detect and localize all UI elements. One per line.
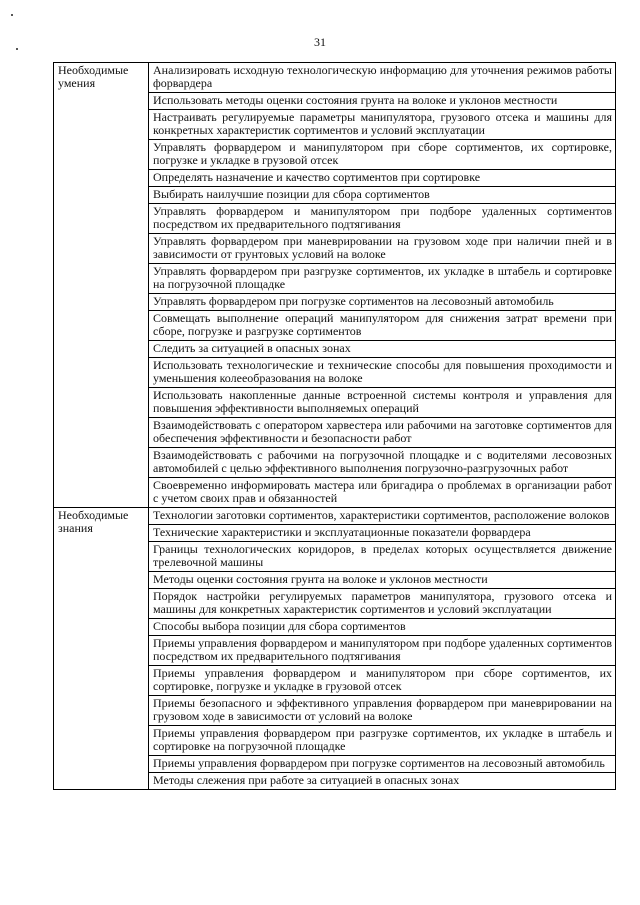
- scan-speck: [16, 48, 18, 50]
- requirement-item: Способы выбора позиции для сбора сортиментов: [149, 619, 616, 636]
- requirements-table: [53, 62, 616, 790]
- requirement-item: Использовать методы оценки состояния грунта на волоке и уклонов местности: [149, 93, 616, 110]
- requirement-item: Приемы безопасного и эффективного управления форвардером при маневрировании на грузовом ходе в зависимости от условий на волоке: [149, 696, 616, 726]
- requirement-item: Технические характеристики и эксплуатационные показатели форвардера: [149, 525, 616, 542]
- requirement-item: Использовать накопленные данные встроенной системы контроля и управления для повышения эффективности выполняемых операций: [149, 388, 616, 418]
- requirement-item: Приемы управления форвардером при разгрузке сортиментов, их укладке в штабель и сортировке на погрузочной площадке: [149, 726, 616, 756]
- table-row: [54, 63, 616, 93]
- requirement-item: Управлять форвардером при маневрировании на грузовом ходе при наличии пней и в зависимости от грунтовых условий на волоке: [149, 234, 616, 264]
- requirement-item: Приемы управления форвардером и манипулятором при подборе удаленных сортиментов посредством их предварительного подтягивания: [149, 636, 616, 666]
- requirement-item: Следить за ситуацией в опасных зонах: [149, 341, 616, 358]
- requirement-item: Анализировать исходную технологическую информацию для уточнения режимов работы форвардера: [149, 63, 616, 93]
- scan-speck: [11, 14, 13, 16]
- requirement-item: Порядок настройки регулируемых параметров манипулятора, грузового отсека и машины для конкретных характеристик сортиментов и условий эксплуатации: [149, 589, 616, 619]
- requirement-item: Взаимодействовать с рабочими на погрузочной площадке и с водителями лесовозных автомобилей с целью эффективного выполнения погрузочно-разгрузочных работ: [149, 448, 616, 478]
- requirement-item: Управлять форвардером и манипулятором при подборе удаленных сортиментов посредством их предварительного подтягивания: [149, 204, 616, 234]
- requirement-item: Методы слежения при работе за ситуацией в опасных зонах: [149, 773, 616, 790]
- requirement-item: Управлять форвардером при погрузке сортиментов на лесовозный автомобиль: [149, 294, 616, 311]
- requirement-item: Определять назначение и качество сортиментов при сортировке: [149, 170, 616, 187]
- requirement-item: Настраивать регулируемые параметры манипулятора, грузового отсека и машины для конкретных характеристик сортиментов и условий эксплуатации: [149, 110, 616, 140]
- table-row: [54, 508, 616, 525]
- section-heading: Необходимые знания: [54, 508, 149, 790]
- requirement-item: Совмещать выполнение операций манипулятором для снижения затрат времени при сборе, погрузке и разгрузке сортиментов: [149, 311, 616, 341]
- requirement-item: Методы оценки состояния грунта на волоке и уклонов местности: [149, 572, 616, 589]
- page-number: 31: [314, 35, 326, 49]
- section-heading: Необходимые умения: [54, 63, 149, 508]
- requirement-item: Приемы управления форвардером и манипулятором при сборе сортиментов, их сортировке, погрузке и укладке в грузовой отсек: [149, 666, 616, 696]
- requirement-item: Управлять форвардером и манипулятором при сборе сортиментов, их сортировке, погрузке и укладке в грузовой отсек: [149, 140, 616, 170]
- requirement-item: Управлять форвардером при разгрузке сортиментов, их укладке в штабель и сортировке на погрузочной площадке: [149, 264, 616, 294]
- requirement-item: Границы технологических коридоров, в пределах которых осуществляется движение трелевочной машины: [149, 542, 616, 572]
- requirement-item: Приемы управления форвардером при погрузке сортиментов на лесовозный автомобиль: [149, 756, 616, 773]
- requirement-item: Своевременно информировать мастера или бригадира о проблемах в организации работ с учетом своих прав и обязанностей: [149, 478, 616, 508]
- requirement-item: Использовать технологические и технические способы для повышения проходимости и уменьшения колееобразования на волоке: [149, 358, 616, 388]
- requirement-item: Технологии заготовки сортиментов, характеристики сортиментов, расположение волоков: [149, 508, 616, 525]
- requirement-item: Выбирать наилучшие позиции для сбора сортиментов: [149, 187, 616, 204]
- requirement-item: Взаимодействовать с оператором харвестера или рабочими на заготовке сортиментов для обеспечения эффективности и безопасности работ: [149, 418, 616, 448]
